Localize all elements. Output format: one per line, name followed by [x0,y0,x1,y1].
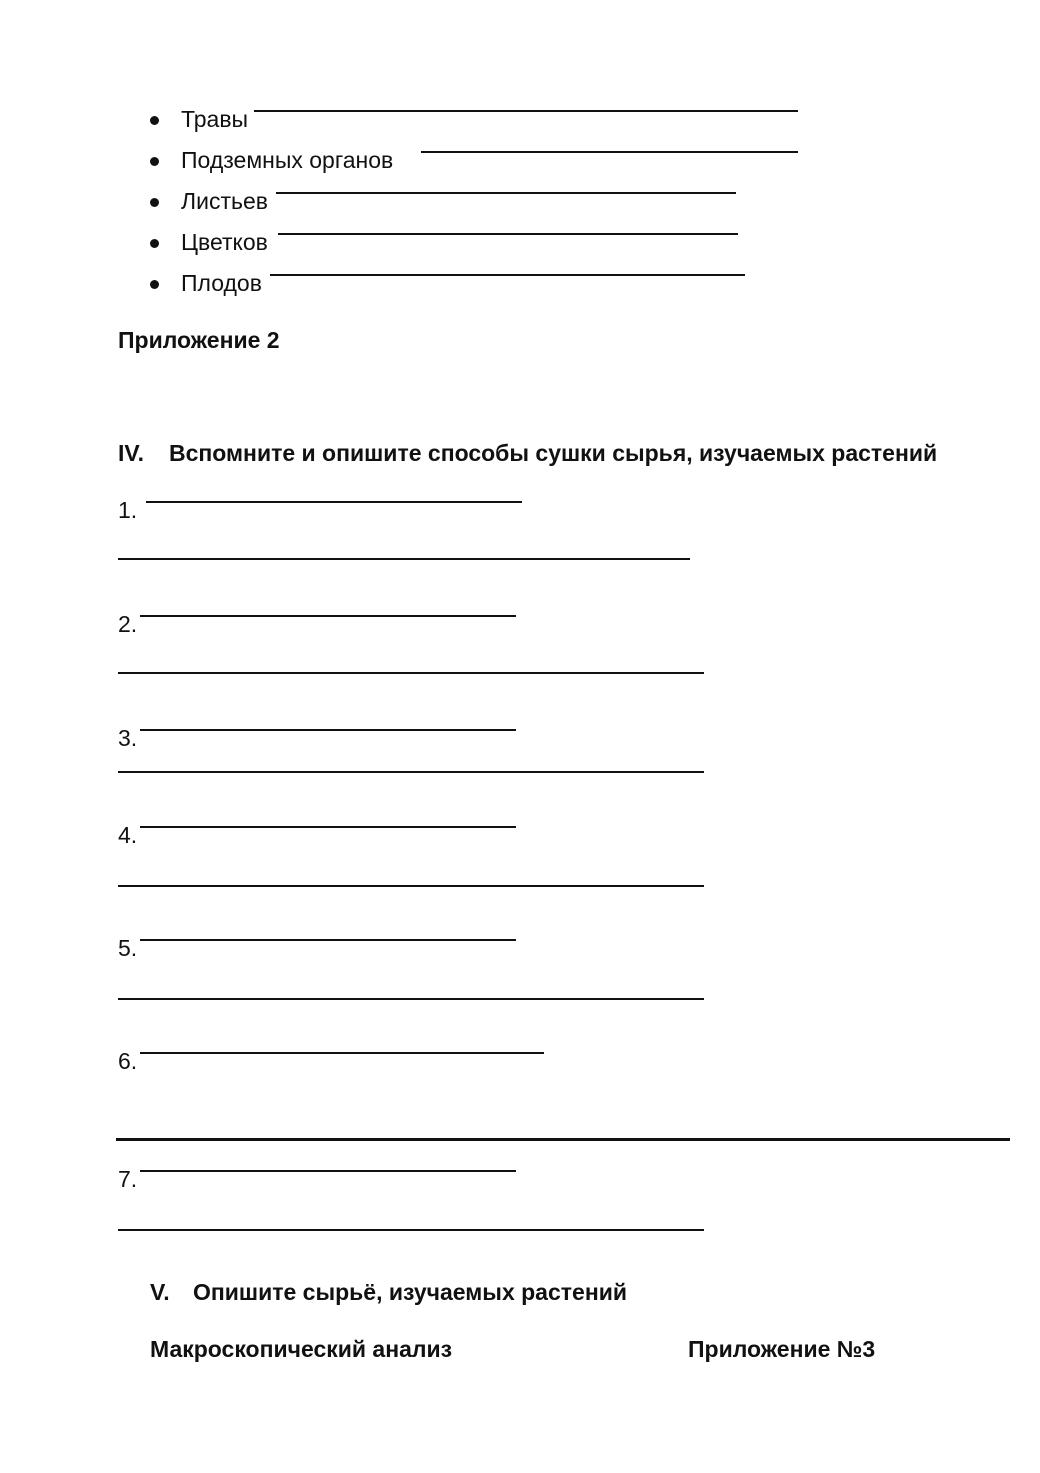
answer-line[interactable] [140,729,516,731]
answer-line[interactable] [278,233,738,235]
answer-line[interactable] [118,771,704,773]
item-number: 5. [118,935,138,961]
bullet-icon [150,116,159,125]
item-number: 2. [118,611,138,637]
section-title: Вспомните и опишите способы сушки сырья, изучаемых растений [169,440,938,466]
answer-line[interactable] [140,826,516,828]
list-item-label: Цветков [181,229,268,255]
answer-line[interactable] [140,615,516,617]
answer-line[interactable] [118,558,690,560]
answer-line[interactable] [140,939,516,941]
bullet-icon [150,157,159,166]
answer-line[interactable] [118,1229,704,1231]
answer-line[interactable] [421,151,798,153]
answer-line[interactable] [140,1170,516,1172]
item-number: 1. [118,497,138,523]
list-item-label: Подземных органов [181,147,394,173]
answer-line[interactable] [254,110,798,112]
answer-line[interactable] [146,501,522,503]
appendix-title: Приложение №3 [688,1336,876,1362]
list-item-label: Плодов [181,270,262,296]
list-item-label: Травы [181,106,249,132]
answer-line[interactable] [270,274,745,276]
bullet-icon [150,280,159,289]
section-title: Опишите сырьё, изучаемых растений [193,1279,627,1305]
bullet-icon [150,239,159,248]
section-number: IV. [118,440,145,466]
answer-line[interactable] [118,885,704,887]
appendix-title: Приложение 2 [118,327,280,353]
list-item-label: Листьев [181,188,268,214]
item-number: 7. [118,1166,138,1192]
bullet-icon [150,198,159,207]
section-subtitle: Макроскопический анализ [150,1336,453,1362]
item-number: 3. [118,725,138,751]
section-number: V. [150,1279,170,1305]
answer-line[interactable] [140,1052,544,1054]
answer-line[interactable] [116,1138,1010,1141]
item-number: 6. [118,1048,138,1074]
item-number: 4. [118,822,138,848]
answer-line[interactable] [118,998,704,1000]
answer-line[interactable] [118,672,704,674]
answer-line[interactable] [276,192,736,194]
